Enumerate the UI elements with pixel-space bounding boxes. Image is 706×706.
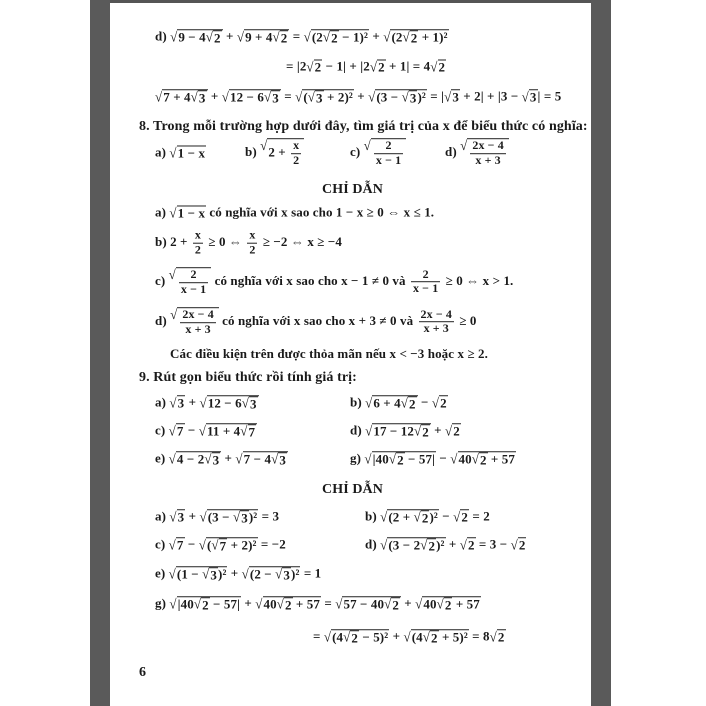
radical: √ 2 [388,450,404,467]
radical: √ (3 − 2 √ 2 )² [380,536,445,553]
radical: √ 3 [521,88,537,105]
radical: √ 3 [401,88,417,105]
problem9-guide-c: c) √ 7 − √ ( √ 7 + 2)² = −2 [155,536,286,553]
p7-d-line1: d) √ 9 − 4 √ 2 + √ 9 + 4 √ 2 = √ (2 √ 2 − 1)² + √ (2 √ 2 + 1)² [155,28,448,45]
radical: √ 2 [453,508,468,525]
radical: √ 7 − 4 √ 3 [235,450,286,467]
radical: √ 2 [413,508,429,525]
radical: √ 2 [322,28,338,45]
p7-d-line2: = |2 √ 2 − 1| + |2 √ 2 + 1| = 4 √ 2 [286,58,446,75]
radical: √ 2 [193,595,209,612]
p7-extra-line: √ 7 + 4 √ 3 + √ 12 − 6 √ 3 = √ ( √ 3 + 2)² + √ (3 − √ 3 )² = | √ 3 + 2| + |3 − √ 3 | = 5 [155,88,562,105]
radical: √ 3 [307,88,323,105]
radical: √ 3 [444,88,459,105]
fraction: $\frac{2x - 4}{x + 3}$ [420,306,452,336]
radical: √ 2 [422,628,438,645]
problem8-option-b: b) √ 2 + $\frac{x}{2}$ [245,138,304,168]
radical: √ 2 [489,628,505,645]
radical: √ 3 [169,394,185,411]
problem8-guide-c: c) √ $\frac{2}{x - 1}$ có nghĩa với x sao cho x − 1 ≠ 0 và $\frac{2}{x - 1}$ ≥ 0 ⇔ x > 1. [155,266,514,296]
fraction: $\frac{2}{x - 1}$ [375,138,402,167]
problem9-guide-g-line1: g) √ |40 √ 2 − 57| + √ 40 √ 2 + 57 = √ 57 − 40 √ 2 + √ 40 √ 2 + 57 [155,595,480,612]
radical: √ 7 [168,422,184,439]
problem9-guide-d: d) √ (3 − 2 √ 2 )² + √ 2 = 3 − √ 2 [365,536,526,553]
radical: √ 3 [190,88,206,105]
problem9-guide-g-line2: = √ (4 √ 2 − 5)² + √ (4 √ 2 + 5)² = 8 √ 2 [313,628,505,645]
problem8-option-d: d) √ $\frac{2x - 4}{x + 3}$ [445,138,509,168]
radical: √ 40 √ 2 + 57 [415,595,480,612]
problem8-guide-title: CHỈ DẪN [322,182,383,197]
radical: √ 3 [232,508,248,525]
radical: √ $\frac{2x - 4}{x + 3}$ [460,138,509,168]
fraction: $\frac{x}{2}$ [249,227,256,257]
radical: √ $\frac{2}{x - 1}$ [364,138,407,168]
fraction: $\frac{x}{2}$ [293,138,300,167]
radical: √ 57 − 40 √ 2 [335,595,399,612]
problem8-title: 8. Trong mỗi trường hợp dưới đây, tìm giá trị của x để biểu thức có nghĩa: [139,119,588,134]
radical: √ 3 [202,565,218,582]
radical: √ 2 [400,394,416,411]
problem9-item-g: g) √ |40 √ 2 − 57| − √ 40 √ 2 + 57 [350,450,515,467]
fraction: $\frac{2}{x - 1}$ [412,266,439,296]
problem8-guide-b: b) 2 + $\frac{x}{2}$ ≥ 0 ⇔ $\frac{x}{2}$ ≥ −2 ⇔ x ≥ −4 [155,227,342,257]
radical: √ 2 [420,536,436,553]
radical: √ (2 √ 2 − 1)² [303,28,368,45]
radical: √ (3 − √ 3 )² [199,508,258,525]
fraction: $\frac{x}{2}$ [194,227,202,257]
radical: √ 2 [402,28,418,45]
problem8-guide-a: a) √ 1 − x có nghĩa với x sao cho 1 − x ≥ 0 ⇔ x ≤ 1. [155,204,435,221]
radical: √ (4 √ 2 + 5)² [403,628,468,645]
problem9-item-a: a) √ 3 + √ 12 − 6 √ 3 [155,394,257,411]
radical: √ 40 √ 2 + 57 [450,450,515,467]
radical: √ 2 [431,394,447,411]
radical: √ ( √ 7 + 2)² [198,536,257,553]
radical: √ 2 [445,422,460,439]
problem9-guide-title: CHỈ DẪN [322,482,383,497]
fraction: $\frac{2x - 4}{x + 3}$ [472,138,504,167]
radical: √ 1 − x [169,145,206,161]
radical: √ 12 − 6 √ 3 [221,88,279,105]
radical: √ 2 [306,59,322,75]
radical: √ 7 [168,536,184,553]
fraction: $\frac{2x - 4}{x + 3}$ [182,307,214,336]
radical: √ 2 [276,595,292,612]
problem9-guide-e: e) √ (1 − √ 3 )² + √ (2 − √ 3 )² = 1 [155,565,322,582]
radical: √ (2 √ 2 + 1)² [383,28,448,45]
radical: √ 40 √ 2 + 57 [255,595,320,612]
viewer-left-gutter [90,0,110,706]
radical: √ 11 + 4 √ 7 [198,422,256,439]
fraction: $\frac{2}{x - 1}$ [180,267,207,296]
radical: √ 2 [343,628,358,645]
radical: √ 7 [211,536,227,553]
radical: √ |40 √ 2 − 57| [364,450,436,467]
radical: √ (2 − √ 3 )² [241,565,300,582]
radical: √ 3 [204,450,220,467]
problem9-item-c: c) √ 7 − √ 11 + 4 √ 7 [155,422,256,439]
radical: √ 2 [471,450,487,467]
radical: √ 2 [272,28,288,45]
radical: √ 17 − 12 √ 2 [365,422,429,439]
radical: √ 2 [384,595,399,612]
radical: √ 9 + 4 √ 2 [236,28,288,45]
radical: √ (2 + √ 2 )² [380,508,438,525]
radical: √ $\frac{2}{x - 1}$ [169,267,212,297]
radical: √ 3 [169,508,185,525]
radical: √ |40 √ 2 − 57| [169,595,241,612]
radical: √ 3 [264,88,279,105]
problem9-guide-b: b) √ (2 + √ 2 )² − √ 2 = 2 [365,508,490,525]
radical: √ 7 [240,422,256,439]
radical: √ 2 [413,422,429,439]
radical: √ (4 √ 2 − 5)² [323,628,389,645]
radical: √ 2 [430,59,446,75]
problem9-item-e: e) √ 4 − 2 √ 3 + √ 7 − 4 √ 3 [155,450,286,467]
problem9-guide-a: a) √ 3 + √ (3 − √ 3 )² = 3 [155,508,280,525]
radical: √ 7 + 4 √ 3 [155,88,206,105]
radical: √ 3 [275,565,291,582]
radical: √ 2 + $\frac{x}{2}$ [260,138,304,168]
radical: √ 1 − x [169,205,206,221]
radical: √ 2 [205,28,221,45]
page-number: 6 [139,665,147,680]
radical: √ $\frac{2x - 4}{x + 3}$ [170,307,219,337]
problem8-guide-conclusion: Các điều kiện trên được thỏa mãn nếu x < −3 hoặc x ≥ 2. [170,346,488,361]
radical: √ 2 [369,59,385,75]
radical: √ 9 − 4 √ 2 [170,28,221,45]
problem9-title: 9. Rút gọn biểu thức rồi tính giá trị: [139,370,357,385]
radical: √ ( √ 3 + 2)² [295,88,353,105]
radical: √ 3 [241,394,257,411]
radical: √ 6 + 4 √ 2 [365,394,416,411]
radical: √ 4 − 2 √ 3 [168,450,220,467]
radical: √ 12 − 6 √ 3 [199,394,257,411]
radical: √ 2 [459,536,475,553]
radical: √ 3 [271,450,286,467]
radical: √ 2 [510,536,526,553]
radical: √ (3 − √ 3 )² [368,88,426,105]
problem9-item-d: d) √ 17 − 12 √ 2 + √ 2 [350,422,460,439]
problem9-item-b: b) √ 6 + 4 √ 2 − √ 2 [350,394,447,411]
problem8-option-c: c) √ $\frac{2}{x - 1}$ [350,138,406,168]
viewer-right-gutter [591,0,611,706]
radical: √ 2 [436,595,452,612]
problem8-option-a: a) √ 1 − x [155,144,206,161]
problem8-guide-d: d) √ $\frac{2x - 4}{x + 3}$ có nghĩa với x sao cho x + 3 ≠ 0 và $\frac{2x - 4}{x + 3}$ ≥ 0 [155,306,477,336]
radical: √ (1 − √ 3 )² [168,565,227,582]
